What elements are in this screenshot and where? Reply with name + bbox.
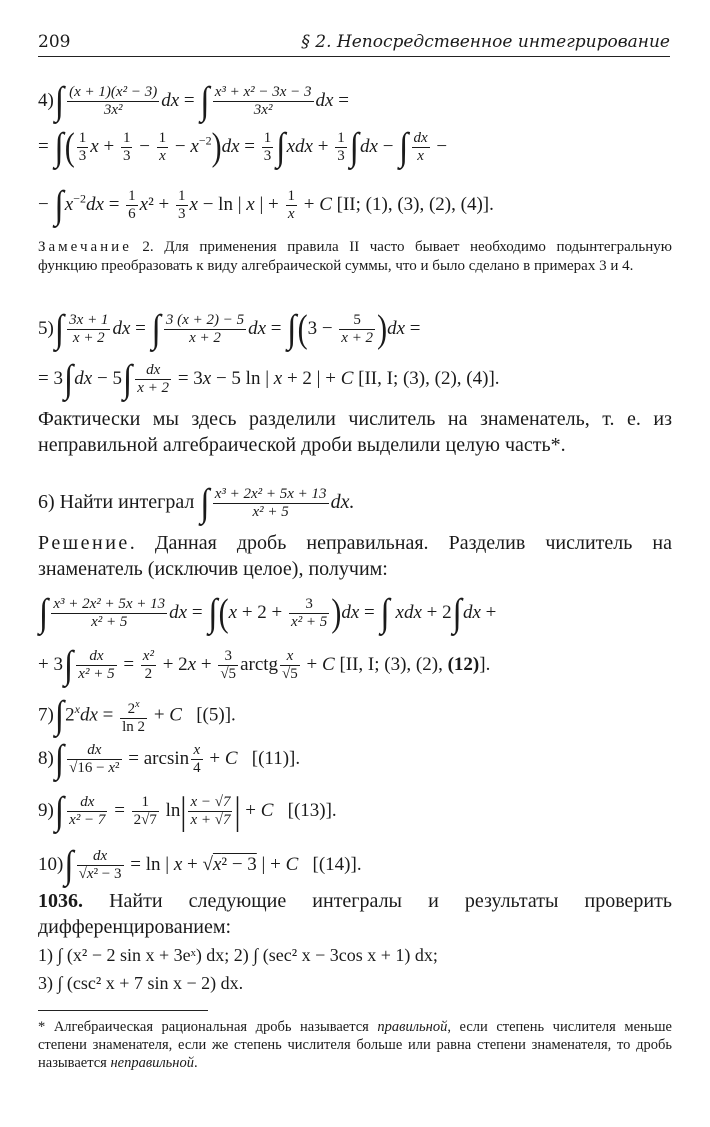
formula-ex4-line3: − $\int x^{-2}dx$ = $\frac{1}{6}$ x² + $\frac{1}{3}$ x − ln | x | + $\frac{1}{x}$ + C [II; (1), (3), (2), (4)]. (38, 183, 494, 227)
formula-ex5-line2: = 3∫dx − 5∫ $\frac{dx}{x + 2}$ = 3x − 5 ln | x + 2 | + C [II, I; (3), (2), (4)]. (38, 357, 500, 401)
formula-ex4-line2: = ∫( $\frac{1}{3}$ x + $\frac{1}{3}$ − $\frac{1}{x}$ − $x^{-2})dx$ = $\frac{1}{3}$ ∫xdx + $\frac{1}{3}$ ∫dx − ∫ $\frac{dx}{x}$ − (38, 125, 448, 169)
task-1036-line2: 3) ∫ (csc² x + 7 sin x − 2) dx. (38, 973, 244, 993)
formula-ex4-line1: 4)∫ $\frac{\text{(x + 1)(x² − 3)}}{\text{3x²}}$ dx = ∫ $\frac{\text{x³ + x² − 3x − 3}}{\text{3x²}}$ dx = (38, 79, 349, 123)
remark: Замечание 2. Для применения правила II часто бывает необходимо подынтегральную функцию преобразовать к виду алгебраической суммы, что и было сделано в примерах 3 и 4. (38, 239, 672, 274)
example-6-integral: ∫ $\frac{\text{x³ + 2x² + 5x + 13}}{\text{x² + 5}}$ dx. (200, 481, 355, 525)
formula-ex7: $7)\int 2^xdx$ = $\frac{2^x}{\ln 2}$ + C [(5)]. (38, 694, 236, 737)
formula-ex10: 10)∫ $\frac{dx}{\text{√x² − 3}}$ = ln | x + √x² − 3 | + C [(14)]. (38, 843, 362, 887)
solution-text: Решение. Данная дробь неправильная. Разделив числитель на знаменатель (исключив целое), получим: (38, 532, 672, 580)
paragraph-division: Фактически мы здесь разделили числитель на знаменатель, т. е. из неправильной алгебраической дроби выделили целую часть*. (38, 408, 672, 456)
formula-ex9: 9)∫ $\frac{dx}{\text{x² − 7}}$ = $\frac{1}{2√7}$ ln| $\frac{x - √7}{x + √7}$ | + C [(13)]. (38, 789, 337, 833)
formula-ex8: 8)∫ $\frac{dx}{\text{√16 − x²}}$ = arcsin $\frac{x}{4}$ + C [(11)]. (38, 737, 301, 781)
formula-ex6-line1: ∫ $\frac{\text{x³ + 2x² + 5x + 13}}{\text{x² + 5}}$ dx = ∫(x + 2 + $\frac{3}{\text{x² + 5}}$ )dx = ∫ xdx + 2∫dx + (39, 591, 497, 635)
page-number: 209 (38, 32, 71, 52)
task-1036: 1036. Найти следующие интегралы и результаты проверить дифференцированием: (38, 890, 672, 938)
footnote: * Алгебраическая рациональная дробь называется правильной, если степень числителя меньше степени знаменателя, если же степень числителя больше или равна степени знаменателя, то дробь называется неправильной. (38, 1019, 672, 1071)
section-title: § 2. Непосредственное интегрирование (301, 32, 670, 52)
formula-ex6-line2: + 3∫ $\frac{dx}{\text{x² + 5}}$ = $\frac{\text{x²}}{2}$ + 2x + $\frac{3}{√5}$ arctg $\frac{x}{√5}$ + C [II, I; (3), (2), (12)]. (38, 643, 491, 687)
page-header (38, 30, 670, 57)
formula-ex5-line1: 5)∫ $\frac{3x + 1}{x + 2}$ dx = ∫ $\frac{3 (x + 2) - 5}{x + 2}$ dx = ∫(3 − $\frac{5}{x + 2}$ )dx = (38, 307, 421, 351)
task-1036-line1: 1) ∫ (x² − 2 sin x + 3eˣ) dx; 2) ∫ (sec² x − 3cos x + 1) dx; (38, 945, 438, 965)
footnote-rule (38, 1010, 208, 1011)
example-6-statement: 6) Найти интеграл ∫ $\frac{\text{x³ + 2x² + 5x + 13}}{\text{x² + 5}}$ dx. (38, 481, 355, 525)
